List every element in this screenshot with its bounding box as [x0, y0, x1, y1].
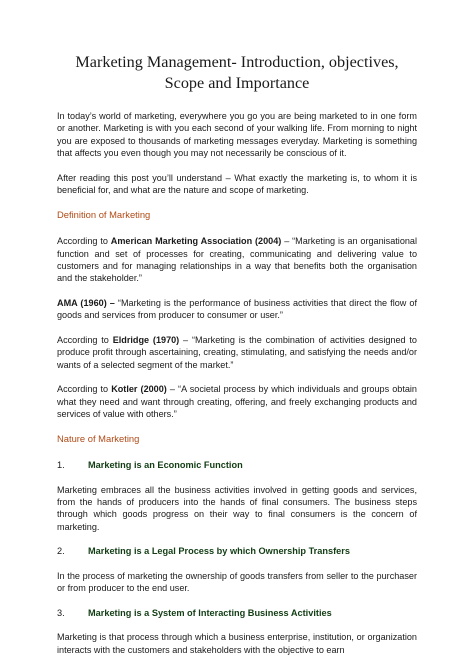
nature-item-body: Marketing is that process through which a business enterprise, institution, or organization interacts with the customers and stakeholders with the objective to earn: [57, 632, 417, 655]
item-title: Marketing is an Economic Function: [88, 460, 243, 471]
definition-source: Kotler (2000): [111, 384, 167, 395]
item-number: 2.: [57, 546, 65, 557]
definition-text: – “Marketing is the combination of activities designed to produce profit through ascertaining, creating, stimulating, and satisfying the needs and/or wants of a selected segment of the market.”: [57, 335, 417, 370]
definition-text: – “Marketing is an organisational function and set of processes for creating, communicating and delivering value to customers and for managing relationships in a way that benefits both the organisation and the stakeholder.”: [57, 236, 418, 284]
definition-heading: Definition of Marketing: [57, 208, 151, 220]
definition-prefix: According to: [57, 384, 112, 395]
document-title: Marketing Management- Introduction, objectives, Scope and Importance: [75, 53, 399, 92]
definition-prefix: According to: [57, 236, 111, 247]
definition-source: AMA (1960) –: [57, 298, 115, 309]
item-number: 3.: [57, 607, 65, 618]
nature-item-heading: [57, 607, 417, 619]
definition-prefix: According to: [57, 335, 113, 346]
intro-paragraph: In today’s world of marketing, everywhere you go you are being marketed to in one form or another. Marketing is with you each second of your walking life. From morning to night you are exposed to thousands of marketing messages everyday. Marketing is something that affects you even though you may not necessarily be conscious of it.: [57, 111, 417, 159]
item-title: Marketing is a Legal Process by which Ownership Transfers: [88, 546, 350, 557]
definition-source: American Marketing Association (2004): [110, 236, 282, 247]
definition-text: “Marketing is the performance of business activities that direct the flow of goods and services from producer to consumer or user.”: [57, 298, 417, 321]
nature-item-heading: [57, 459, 417, 471]
reading-paragraph: After reading this post you’ll understand – What exactly the marketing is, to whom it is beneficial for, and what are the nature and scope of marketing.: [57, 172, 417, 196]
definition-source: Eldridge (1970): [112, 335, 180, 346]
nature-item-heading: [57, 545, 417, 557]
nature-item-body: In the process of marketing the ownership of goods transfers from seller to the purchaser or from producer to the end user.: [57, 570, 417, 594]
definition-ama-1960: [57, 297, 417, 322]
definition-eldridge: [57, 334, 417, 371]
item-title: Marketing is a System of Interacting Business Activities: [88, 607, 332, 618]
item-number: 1.: [57, 460, 65, 471]
definition-text: – “A societal process by which individuals and groups obtain what they need and want through creating, offering, and freely exchanging products and services of value with others.”: [57, 384, 417, 420]
nature-heading: Nature of Marketing: [57, 432, 140, 444]
nature-item-body: Marketing embraces all the business activities involved in getting goods and services, from the hands of producers into the hands of final consumers. The business steps through which goods progress on their way to final consumers is the concern of marketing.: [57, 484, 417, 532]
definition-kotler: [57, 383, 417, 420]
definition-ama-2004: [57, 235, 417, 285]
